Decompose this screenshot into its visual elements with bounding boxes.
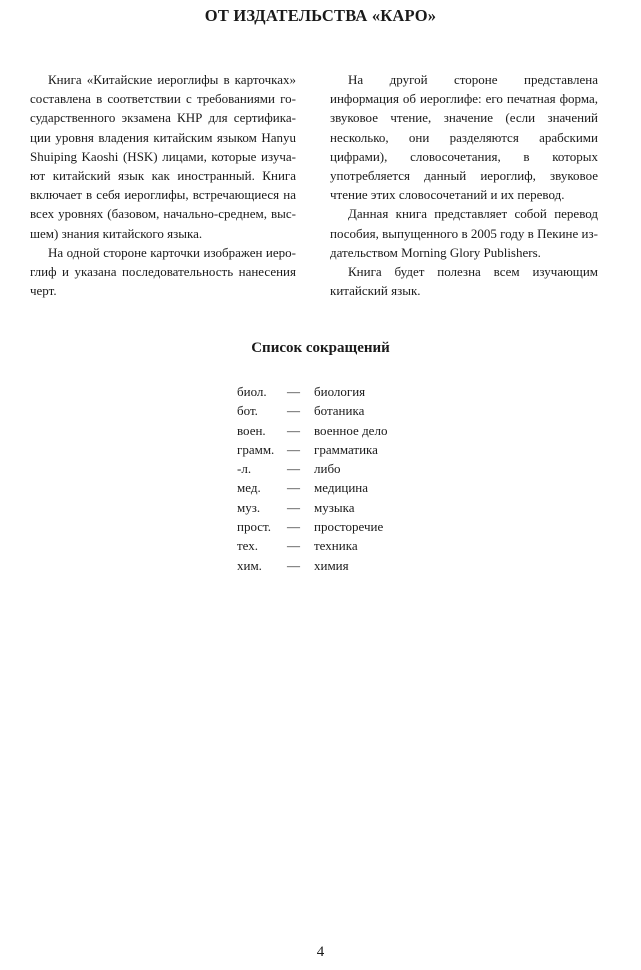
abbreviation-short: -л. [237, 461, 252, 477]
abbreviation-dash: — [287, 441, 300, 457]
abbreviation-full: грамматика [314, 441, 378, 457]
intro-paragraph: Данная книга представляет собой перевод пособия, выпущенного в 2005 году в Пекине издательством Morning Glory Publishers. [330, 206, 598, 260]
intro-paragraph: Книга будет полезна всем изучающим китайский язык. [330, 264, 598, 299]
abbreviation-short: муз. [237, 499, 261, 515]
abbreviation-full: химия [314, 557, 349, 573]
abbreviation-short: мед. [237, 480, 261, 496]
intro-paragraph: На одной стороне карточки изображен иероглиф и указана последовательность нанесения черт. [30, 244, 296, 299]
abbreviations-list [237, 382, 387, 575]
abbreviation-dash: — [287, 480, 300, 496]
abbreviation-row [237, 421, 387, 440]
abbreviation-dash: — [287, 422, 300, 438]
abbreviation-dash: — [287, 384, 300, 399]
abbreviation-short: воен. [237, 422, 266, 438]
intro-left-column [30, 70, 296, 300]
abbreviation-dash: — [287, 499, 300, 515]
page-number: 4 [316, 944, 325, 960]
abbreviation-short: бот. [237, 403, 258, 419]
intro-right-column [330, 70, 598, 300]
abbreviation-row [237, 440, 387, 459]
abbreviation-row [237, 401, 387, 420]
abbreviation-row [237, 498, 387, 517]
abbreviation-short: прост. [237, 519, 272, 535]
abbreviation-row [237, 556, 387, 575]
abbreviation-row [237, 382, 387, 401]
abbreviation-dash: — [287, 538, 300, 554]
abbreviation-full: ботаника [314, 403, 365, 419]
abbreviation-short: грамм. [237, 441, 275, 457]
abbreviation-full: музыка [314, 499, 355, 515]
abbreviation-short: тех. [237, 538, 259, 554]
abbreviation-full: просторечие [314, 519, 384, 535]
page-title: ОТ ИЗДАТЕЛЬСТВА «КАРО» [204, 6, 437, 25]
intro-paragraph: Книга «Китайские иероглифы в карточках» составлена в соответствии с требованиями государственного экзамена КНР для сертификации уровня владения китайским языком Hanyu Shuiping Kaoshi (HSK) лицами, которые изучают китайский язык как иностранный. Книга включает в себя иероглифы, встречающиеся на всех уровнях (базовом, начально-среднем, высшем) знания китайского языка. [30, 72, 296, 241]
abbreviation-short: биол. [237, 384, 267, 399]
abbreviations-title: Список сокращений [251, 340, 390, 356]
abbreviation-row [237, 517, 387, 536]
abbreviation-dash: — [287, 519, 300, 535]
abbreviation-full: биология [314, 384, 366, 399]
abbreviation-row [237, 536, 387, 555]
intro-paragraph: На другой стороне представлена информация об иероглифе: его печатная форма, звуковое чтение, значение (если значений несколько, они разделяются арабскими цифрами), словосочетания, в которых употребляется данный иероглиф, звуковое чтение этих словосочетаний и их перевод. [330, 72, 598, 203]
abbreviation-dash: — [287, 403, 300, 419]
abbreviation-full: либо [314, 461, 341, 477]
abbreviation-dash: — [287, 461, 300, 477]
abbreviation-row [237, 478, 387, 497]
abbreviation-short: хим. [237, 557, 262, 573]
abbreviation-full: техника [314, 538, 358, 554]
abbreviation-full: военное дело [314, 422, 388, 438]
abbreviation-dash: — [287, 557, 300, 573]
abbreviation-full: медицина [314, 480, 369, 496]
abbreviation-row [237, 459, 387, 478]
